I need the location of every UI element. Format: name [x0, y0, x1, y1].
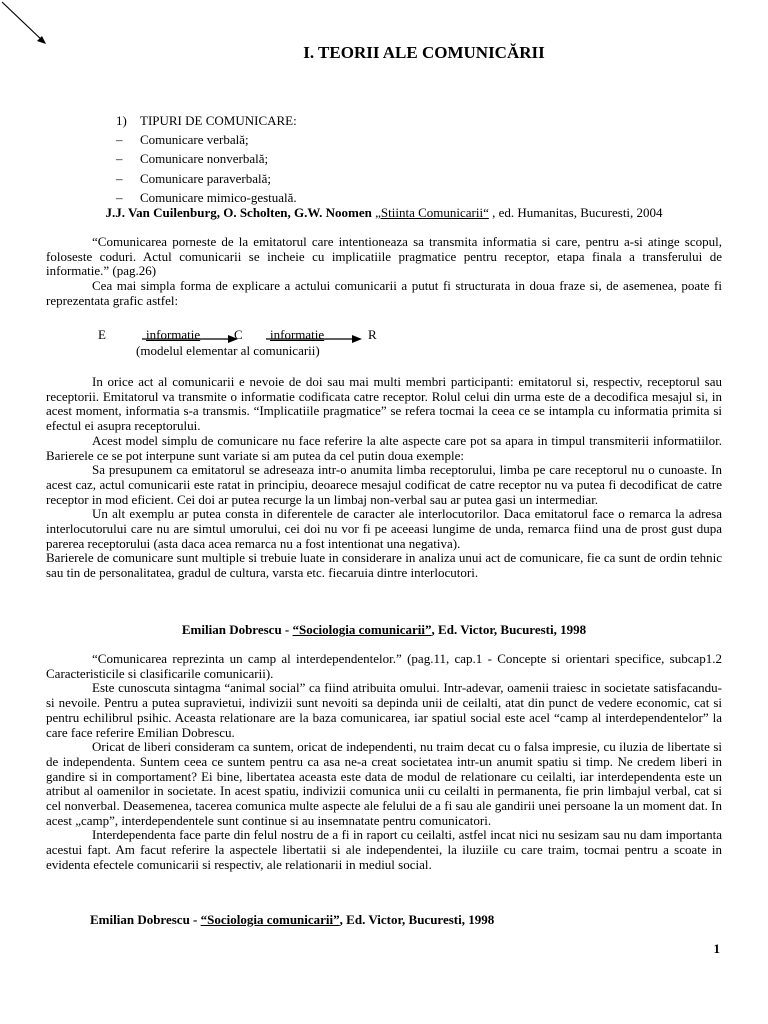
- reference-publisher: , Ed. Victor, Bucuresti, 1998: [339, 912, 495, 927]
- reference-1: [0, 206, 768, 221]
- list-item: – Comunicare paraverbală;: [116, 169, 297, 188]
- reference-2: [0, 623, 768, 638]
- reference-3: [90, 913, 494, 928]
- reference-author: Emilian Dobrescu -: [90, 912, 201, 927]
- list-number: 1): [116, 113, 127, 128]
- page-number: 1: [713, 941, 720, 956]
- diagram-receiver: R: [368, 327, 377, 342]
- paragraph: Cea mai simpla forma de explicare a actului comunicarii a putut fi structurata in doua fraze si, de asemenea, poate fi reprezentata grafic astfel:: [46, 278, 722, 308]
- diagram-info-2: informatie: [270, 327, 325, 342]
- reference-work: “Sociologia comunicarii”: [292, 622, 432, 637]
- paragraph: Este cunoscuta sintagma “animal social” ca fiind atribuita omului. Intr-adevar, oamenii traiesc in societate satisfacandu-si nevoile. Pentru a putea supravietui, indivizii sunt nevoiti sa depinda unii de ceilalti, atat din punct de vedere economic, cat si pentru echilibrul psihic. Aceasta relationare are la baza comunicarea, iar spatiul social este acel “camp al interdependentelor” la care face referire Emilian Dobrescu.: [46, 680, 722, 740]
- communication-types-list: [116, 111, 297, 207]
- reference-author: Emilian Dobrescu -: [181, 622, 293, 637]
- reference-authors: J.J. Van Cuilenburg, O. Scholten, G.W. Noomen: [105, 205, 372, 220]
- reference-publisher: , Ed. Victor, Bucuresti, 1998: [431, 622, 587, 637]
- paragraph: In orice act al comunicarii e nevoie de doi sau mai multi membri participanti: emitatorul si, respectiv, receptorul sau receptorii. Emitatorul va transmite o informatie codificata catre receptor. Rolul celui din urma este de a decodifica mesajul si, in acest moment, informatia s-a transmis. “Implicatiile pragmatice” se refera tocmai la ceea ce se intampla cu informatia primita si efectul ei asupra receptorului.: [46, 374, 722, 434]
- bullet-dash: –: [116, 151, 123, 167]
- diagram-channel: C: [234, 327, 243, 342]
- diagram-caption: (modelul elementar al comunicarii): [136, 343, 320, 358]
- paragraph: Un alt exemplu ar putea consta in diferentele de caracter ale interlocutorilor. Daca emitatorul face o remarca la adresa interlocutorului care nu are simtul umorului, cei doi nu vor fi pe aceeasi lungime de unda, remarca fiind una de prost gust dupa parerea receptorului (asta daca acea remarca nu a fost intentionat una negativa).: [46, 506, 722, 551]
- section-1-text: [46, 235, 722, 309]
- list-heading-text: TIPURI DE COMUNICARE:: [140, 113, 297, 128]
- paragraph: Acest model simplu de comunicare nu face referire la alte aspecte care pot sa apara in timpul transmiterii informatiilor. Barierele ce se pot interpune sunt variate si am putea da cel putin doua exemple:: [46, 432, 722, 463]
- section-2-text: [46, 375, 722, 581]
- list-item: – Comunicare verbală;: [116, 130, 297, 149]
- reference-publisher: , ed. Humanitas, Bucuresti, 2004: [488, 205, 663, 220]
- diagram-emitter: E: [98, 327, 106, 342]
- section-3-text: [46, 652, 722, 873]
- bullet-dash: –: [116, 170, 123, 186]
- communication-model-diagram: [96, 328, 416, 362]
- bullet-dash: –: [116, 132, 123, 148]
- paragraph: “Comunicarea reprezinta un camp al interdependentelor.” (pag.11, cap.1 - Concepte si orientari specifice, subcap1.2 Caracteristicile si clasificarile comunicarii).: [46, 651, 722, 681]
- paragraph: Sa presupunem ca emitatorul se adreseaza intr-o anumita limba receptorului, limba pe care receptorul nu o cunoaste. In acest caz, actul comunicarii este ratat in principiu, deoarece mesajul codificat de catre receptor nu va putea fi decodificat de catre receptor in mod eficient. Cei doi ar putea recurge la un limbaj non-verbal sau ar putea gasi un intermediar.: [46, 462, 722, 507]
- list-heading: [116, 111, 297, 130]
- paragraph: Oricat de liberi consideram ca suntem, oricat de independenti, nu traim decat cu o falsa impresie, cu iluzia de libertate si de independenta. Suntem ceea ce suntem pentru ca asa ne-a creat societatea intr-un anumit spatiu si timp. Ne credem liberi in gandire si in comportament? Ei bine, libertatea aceasta este data de modul de relationare cu ceilalti, iar interdependenta este un atribut al oamenilor in societate. In acest spatiu, indivizii comunica unii cu ceilalti in permanenta, fie prin limbajul verbal, cat si cel nonverbal. Deasemenea, tacerea comunica multe aspecte ale felului de a fi sau ale gandirii unei persoane la un moment dat. In acest „camp”, interdependentele sunt continue si au insemnatate pentru comunicatori.: [46, 739, 722, 828]
- paragraph: Barierele de comunicare sunt multiple si trebuie luate in considerare in analiza unui act de comunicare, fie ca sunt de ordin tehnic sau tin de personalitatea, gradul de cultura, varsta etc. fiecaruia dintre interlocutori.: [46, 550, 722, 581]
- page-title: I. TEORII ALE COMUNICĂRII: [303, 43, 545, 62]
- paragraph: “Comunicarea porneste de la emitatorul care intentioneaza sa transmita informatia si care, pentru a-si atinge scopul, foloseste coduri. Actul comunicarii se incheie cu implicatiile pragmatice pentru receptor, etapa finala a transferului de informatie.” (pag.26): [46, 234, 722, 279]
- diagram-info-1: informatie: [146, 327, 201, 342]
- reference-work: “Sociologia comunicarii”: [200, 912, 340, 927]
- list-item: – Comunicare mimico-gestuală.: [116, 188, 297, 207]
- corner-arrow-icon: [0, 0, 50, 50]
- paragraph: Interdependenta face parte din felul nostru de a fi in raport cu ceilalti, astfel incat nici nu sesizam sau nu dam importanta acestui fapt. Am facut referire la aspectele libertatii si ale independentei, la iluziile cu care traim, tocmai pentru a scoate in evidenta efectele comunicarii si respectiv, ale relationarii in mediul social.: [46, 827, 722, 872]
- bullet-dash: –: [116, 189, 123, 205]
- reference-work: „Stiinta Comunicarii“: [375, 205, 489, 220]
- list-item: – Comunicare nonverbală;: [116, 149, 297, 168]
